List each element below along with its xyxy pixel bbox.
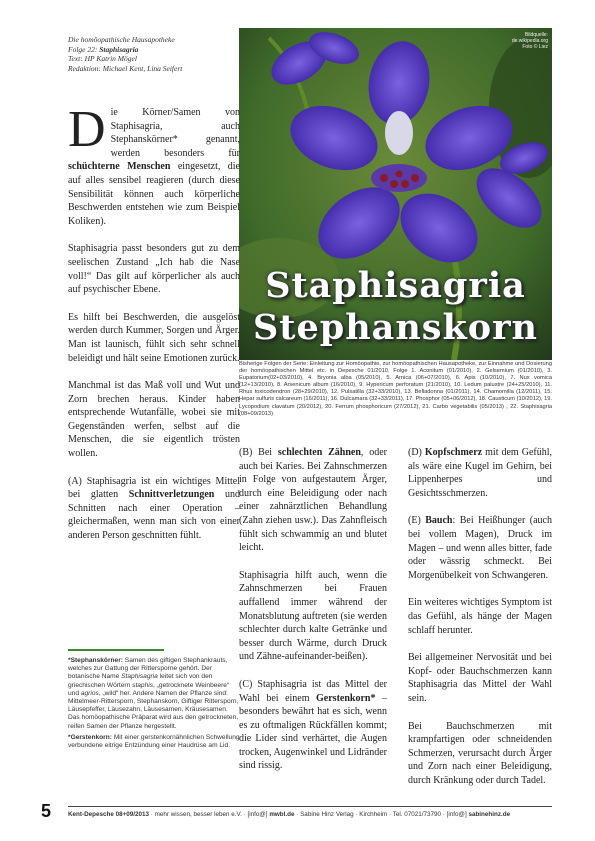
author-line: Text: HP Katrin Mögel <box>68 54 137 64</box>
column-1 <box>68 101 240 557</box>
link-mwbl[interactable]: mwbl.de <box>269 811 295 818</box>
paragraph: Es hilft bei Beschwerden, die ausgelöst werden durch Kummer, Sorgen und Ärger. Man ist launisch, fühlt sich sehr schnell beleidigt und hält seine Emotionen zurück. <box>68 311 240 364</box>
paragraph: Bei Bauchschmerzen mit krampfartigen oder schneidenden Schmerzen, verursacht durch Ärger und Zorn nach einer Beleidigung, durch Kränkung oder durch Tadel. <box>408 720 552 786</box>
episode-line: Folge 22: Staphisagria <box>68 44 139 54</box>
link-sabinehinz[interactable]: sabinehinz.de <box>468 811 511 818</box>
footnote-stephanskoerner: *Stephanskörner: Samen des giftigen Stephankrauts, welches zur Gattung der Rittersporne gehört. Der botanische Name Staphisagria leitet sich von den griechischen Wörtern staphis, „getrocknete Weinbeere“ und agrios, „wild“ her. Andere Namen der Pflanze sind: Mittelmeer-Rittersporn, Stephanskorn, Giftiger Rittersporn, Läusepfeffer, Läusezahn, Läusesamen, Kräusesamen. Das homöopathische Präparat wird aus den getrockneten, reifen Samen der Pflanze hergestellt. <box>68 657 239 730</box>
page-number: 5 <box>41 801 52 821</box>
series-name: Die homöopathische Hausapotheke <box>68 35 175 44</box>
paragraph-a: (A) Staphisagria ist ein wichtiges Mittel bei glatten Schnittverletzungen und Schnitten nach einer Operation – gleichermaßen, wenn man sich von einer anderen Person geschnitten fühlt. <box>68 475 240 542</box>
intro-paragraph: Die Körner/Samen von Staphisagria, auch Stephanskörner* genannt, werden besonders für schüchterne Menschen eingesetzt, die auf alles sensibel reagieren (durch diese Sensibilität können auch körperliche Beschwerden entstehen wie zum Beispiel Koliken). <box>68 101 240 227</box>
column-2 <box>239 446 387 787</box>
paragraph-c: (C) Staphisagria ist das Mittel der Wahl bei einem Gerstenkorn* – besonders bewährt hat es sich, wenn es zu oftmaligen Rückfällen kommt; die Lider sind verhärtet, die Augen trocken, Augenwinkel und Lidränder sind rissig. <box>239 678 387 772</box>
article-meta <box>68 35 238 73</box>
footnote-gerstenkorn: *Gerstenkorn: Mit einer gerstenkornähnlichen Schwellung verbundene eitrige Entzündung einer Haudrüse am Lid. <box>68 733 240 750</box>
paragraph: Staphisagria passt besonders gut zu dem seelischen Zustand „Ich hab die Nase voll!“ Das gilt auf körperlicher als auch auf psychischer Ebene. <box>68 243 240 296</box>
footnote-divider <box>68 649 164 651</box>
series-list: Bisherige Folgen der Serie: Einleitung zur Homöopathie, zur homöopathischen Hausapotheke, zur Einnahme und Dosierung der homöopathischen Mittel etc. in Depesche 01/2010. Folge 1. Aconitum (01/2010), 2. Gelsemium (01/2010), 3. Eupatorium(02+03/2010), 4. Bryonia alba (05/2010), 5. Arnica (06+07/2010), 6. Apis (10/2010), 7. Nux vomica (12+13/2010), 8. Arsenicum album (16/2010), 9. Hypericum perforatum (21/2010), 10. Ledum palustre (24+25/2010), 11. Rhus toxicodendron (28+29/2010), 12. Pulsatilla (32+33/2010), 13. Belladonna (01/2011), 14. Chamomilla (12/2011), 15. Hepar sulfuris calcareum (16/2011), 16. Dulcamara (32+33/2011), 17. Phosphor (05+06/2012), 18. Causticum (10/2012), 19. Lycopodium clavatum (20/2012), 20. Ferrum phosphoricum (27/2012), 21. Carbo vegetabilis (05/2013) , 22. Staphisagria (08+09/2013) <box>239 361 552 417</box>
episode-remedy: Staphisagria <box>99 44 139 54</box>
paragraph: Bei allgemeiner Nervosität und bei Kopf- oder Bauchschmerzen kann Staphisagria das Mittel der Wahl sein. <box>408 652 552 704</box>
publication-name: Kent-Depesche 08+09/2013 <box>68 811 150 818</box>
paragraph: Ein weiteres wichtiges Symptom ist das Gefühl, als hänge der Magen schlaff herunter. <box>408 597 552 636</box>
footer-divider <box>68 806 552 807</box>
paragraph: Manchmal ist das Maß voll und Wut und Zorn brechen heraus. Kinder haben entsprechende Wutanfälle, wobei sie mit Gegenständen werfen, selbst auf die Menschen, die sie eigentlich trösten wollen. <box>68 380 240 460</box>
image-credit: Bildquelle: de.wikipedia.org Foto © Liez <box>511 32 548 50</box>
paragraph: Staphisagria hilft auch, wenn die Zahnschmerzen bei Frauen auffallend immer während der Monatsblutung auftreten (sie werden schlechter durch kalte Getränke und besser durch Wärme, durch Druck und Zähne-aufeinander-beißen). <box>239 569 387 663</box>
drop-cap: D <box>68 101 106 158</box>
paragraph-d: (D) Kopfschmerz mit dem Gefühl, als wäre eine Kugel im Gehirn, bei Lippenherpes und Gesichtsschmerzen. <box>408 447 552 499</box>
article-title-line2: Stephanskorn <box>253 307 538 348</box>
column-3 <box>408 446 552 801</box>
paragraph-e: (E) Bauch: Bei Heißhunger (auch bei vollem Magen), Druck im Magen – und wenn alles bitter, fade oder wässrig schmeckt. Bei Morgenübelkeit von Schwangeren. <box>408 515 552 581</box>
article-title-line1: Staphisagria <box>265 265 526 306</box>
page-footer: Kent-Depesche 08+09/2013 · mehr wissen, besser leben e.V. · [info@] mwbl.de · Sabine Hinz Verlag · Kirchheim · Tel. 07021/73790 · [info@] sabinehinz.de <box>68 811 511 818</box>
hero-image <box>239 28 552 360</box>
paragraph-b: (B) Bei schlechten Zähnen, oder auch bei Karies. Bei Zahnschmerzen in Folge von aufgestautem Ärger, durch eine Beleidigung oder nach einer zahnärztlichen Behandlung (Zahn ziehen usw.). Das Zahnfleisch fühlt sich schwammig an und blutet leicht. <box>239 447 388 554</box>
footnotes <box>68 657 240 753</box>
editor-line: Redaktion: Michael Kent, Lina Seifert <box>68 63 183 73</box>
